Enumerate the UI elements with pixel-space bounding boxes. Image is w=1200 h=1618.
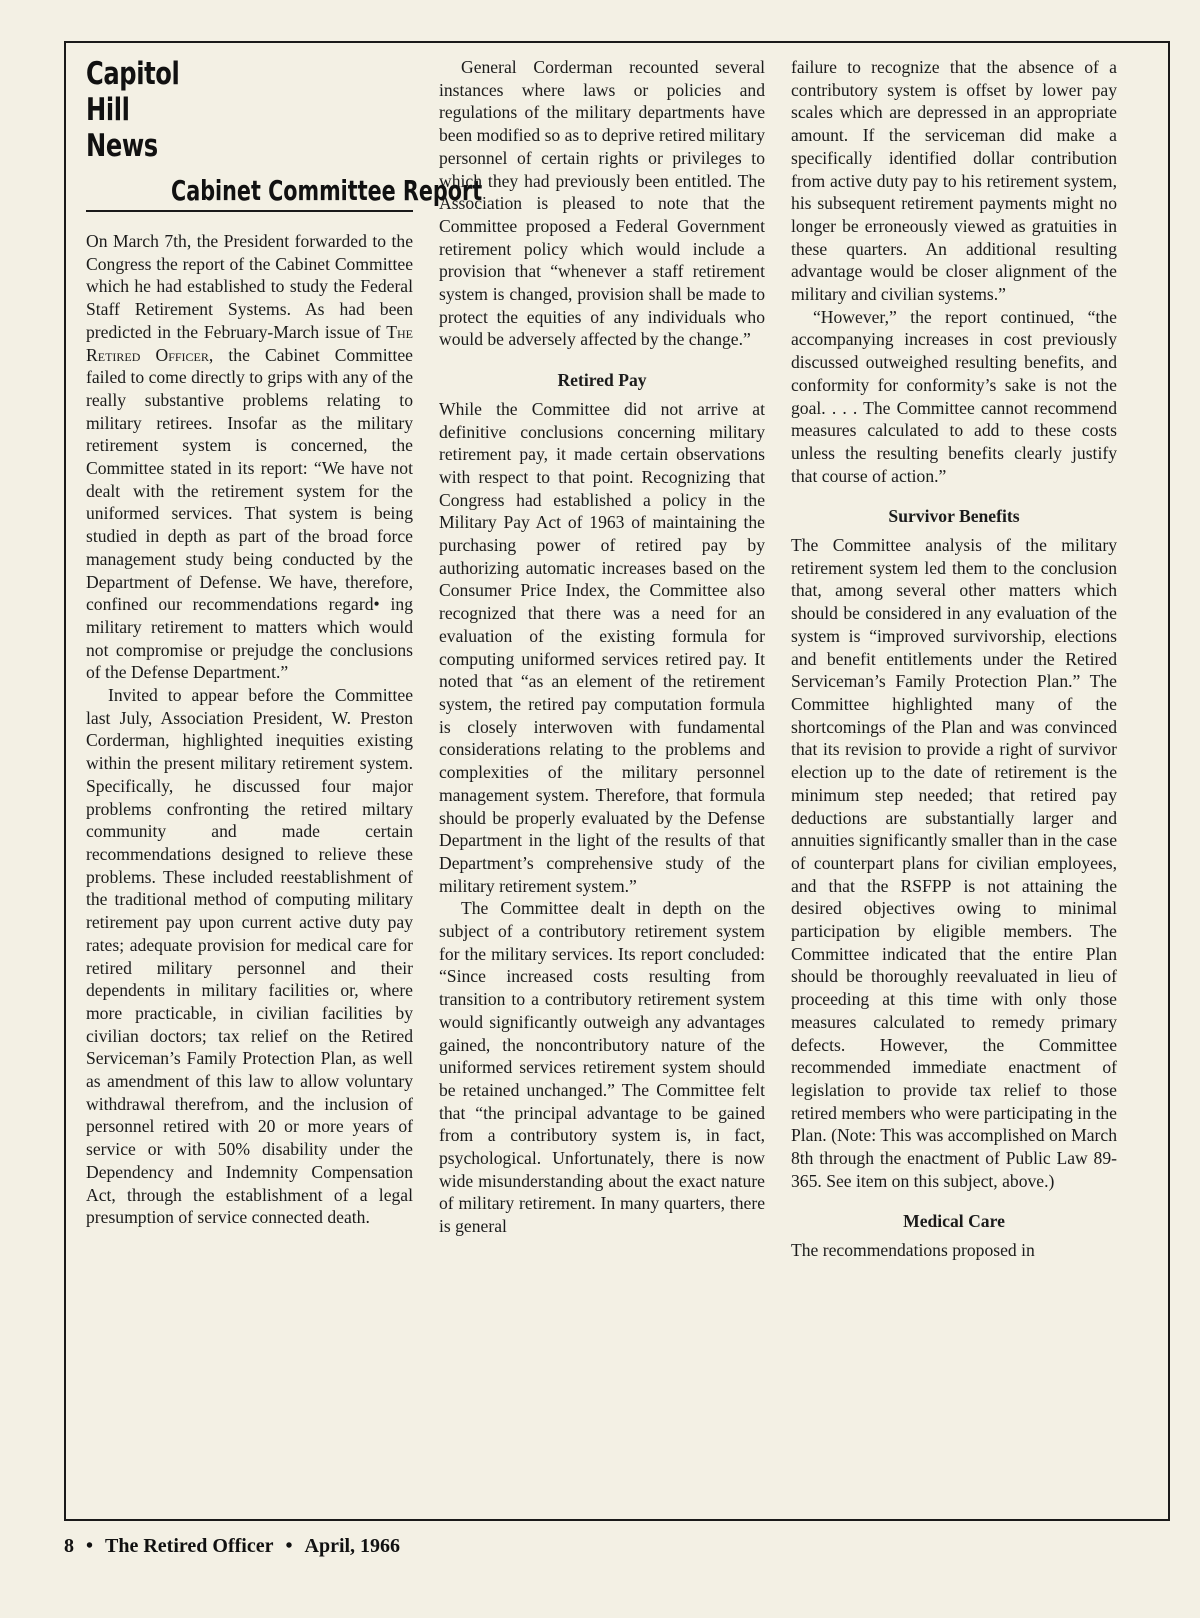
- subheading-medical-care: Medical Care: [903, 1211, 1005, 1232]
- paragraph: The Committee analysis of the military retirement system led them to the conclusion that, among several other matters which should be considered in any evaluation of the system is “improved survivorship, elections and benefit entitlements under the Retired Serviceman’s Family Protection Plan.” The Committee highlighted many of the shortcomings of the Plan and was convinced that its revision to provide a right of survivor election up to the date of retirement is the minimum step needed; that retired pay deductions are substantially larger and annuities significantly smaller than in the case of counterpart plans for civilian employees, and that the RSFPP is not attaining the desired objectives owing to minimal participation by eligible members. The Committee indicated that the entire Plan should be thoroughly reevaluated in lieu of proceeding at this time with only those measures calculated to remedy primary defects. However, the Committee recommended immediate enactment of legislation to provide tax relief to those retired members who were participating in the Plan. (Note: This was accomplished on March 8th through the enactment of Public Law 89-365. See item on this subject, above.): [791, 535, 1118, 1191]
- publication-reference: The Retired Officer: [86, 321, 413, 365]
- page-frame: [64, 41, 1170, 1521]
- paragraph: The recommendations proposed in: [791, 1240, 1035, 1261]
- paragraph: General Corderman recounted several instances where laws or policies and regulations of the military departments have been modified so as to deprive retired military personnel of certain rights or privileges to which they had previously been entitled. The Association is pleased to note that the Committee proposed a Federal Government retirement policy which would include a provision that “whenever a staff retirement system is changed, provision shall be made to protect the equities of any individuals who would be adversely affected by the change.”: [439, 57, 765, 350]
- article-title: Cabinet Committee Report: [171, 174, 483, 207]
- paragraph: “However,” the report continued, “the accompanying increases in cost previously discussed outweighed resulting benefits, and conformity for conformity’s sake is not the goal. . . . The Committee cannot recommend measures calculated to add to these costs unless the resulting benefits clearly justify that course of action.”: [791, 306, 1117, 486]
- issue-date: April, 1966: [304, 1535, 401, 1557]
- page-footer: [64, 1535, 400, 1558]
- subheading-survivor-benefits: Survivor Benefits: [888, 506, 1020, 527]
- paragraph: The Committee dealt in depth on the subject of a contributory retirement system for the military services. Its report concluded: “Since increased costs resulting from transition to a contributory retirement system would significantly outweigh any advantages gained, the noncontributory nature of the uniformed services retirement system should be retained unchanged.” The Committee felt that “the principal advantage to be gained from a contributory system is, in fact, psychological. Unfortunately, there is now wide misunderstanding about the exact nature of military retirement. In many quarters, there is general: [439, 898, 765, 1237]
- column-1: [86, 56, 483, 1509]
- masthead-line-2: Hill: [86, 92, 130, 128]
- column-3: [791, 56, 1117, 1509]
- subheading-retired-pay: Retired Pay: [557, 370, 647, 391]
- title-rule: [86, 210, 413, 212]
- publication-name: The Retired Officer: [105, 1535, 274, 1557]
- masthead-line-3: News: [86, 128, 158, 164]
- bullet-separator: •: [285, 1535, 293, 1557]
- page-number: 8: [64, 1535, 74, 1557]
- paragraph: failure to recognize that the absence of a contributory system is offset by lower pay scales which are depressed in an appropriate amount. If the serviceman did make a specifically identified dollar contribution from active duty pay to his retirement system, his subsequent retirement payments might no longer be erroneously viewed as gratuities in these quarters. An additional resulting advantage would be closer alignment of the military and civilian systems.”: [791, 57, 1117, 305]
- masthead-line-1: Capitol: [86, 56, 180, 92]
- rsfpp-abbreviation: RSFPP: [900, 875, 952, 896]
- column-2: [439, 56, 765, 1509]
- paragraph: On March 7th, the President forwarded to the Congress the report of the Cabinet Committee which he had established to study the Federal Staff Retirement Systems. As had been predicted in the February-March issue of The Retired Officer, the Cabinet Committee failed to come directly to grips with any of the really substantive problems relating to military retirees. Insofar as the military retirement system is concerned, the Committee stated in its report: “We have not dealt with the retirement system for the uniformed services. That system is being studied in depth as part of the broad force management study being conducted by the Department of Defense. We have, therefore, confined our recommendations regard• ing military retirement to matters which would not compromise or prejudge the conclusions of the Defense Department.”: [86, 231, 413, 683]
- section-masthead: [86, 56, 341, 164]
- bullet-separator: •: [86, 1535, 94, 1557]
- paragraph: Invited to appear before the Committee last July, Association President, W. Preston Corderman, highlighted inequities existing within the present military retirement system. Specifically, he discussed four major problems confronting the retired miltary community and made certain recommendations designed to relieve these problems. These included reestablishment of the traditional method of computing military retirement pay upon current active duty pay rates; adequate provision for medical care for retired military personnel and their dependents in military facilities or, where more practicable, in civilian facilities by civilian doctors; tax relief on the Retired Serviceman’s Family Protection Plan, as well as amendment of this law to allow voluntary withdrawal therefrom, and the inclusion of personnel retired with 20 or more years of service or with 50% disability under the Dependency and Indemnity Compensation Act, through the establishment of a legal presumption of service connected death.: [86, 685, 413, 1228]
- paragraph: While the Committee did not arrive at definitive conclusions concerning military retirement pay, it made certain observations with respect to that point. Recognizing that Congress had established a policy in the Military Pay Act of 1963 of maintaining the purchasing power of retired pay by authorizing automatic increases based on the Consumer Price Index, the Committee also recognized that there was a need for an evaluation of the existing formula for computing uniformed services retired pay. It noted that “as an element of the retirement system, the retired pay computation formula is closely interwoven with fundamental considerations relating to the problems and complexities of the military personnel management system. Therefore, that formula should be properly evaluated by the Defense Department in the light of the results of that Department’s comprehensive study of the military retirement system.”: [439, 398, 765, 896]
